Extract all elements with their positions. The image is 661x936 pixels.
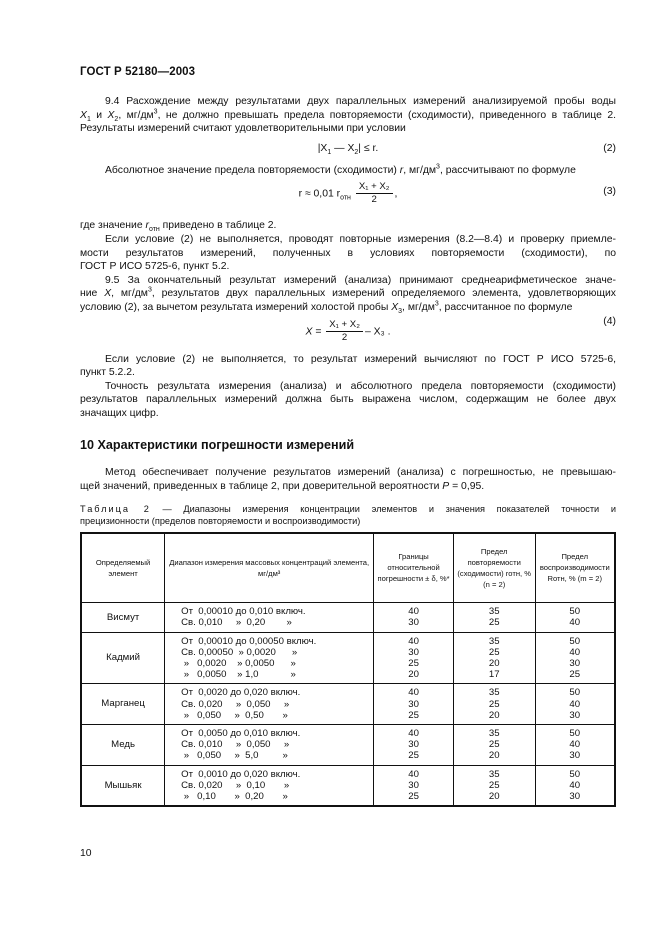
- standard-header: ГОСТ Р 52180—2003: [80, 66, 196, 78]
- range-line: Св. 0,00050 » 0,0020 »: [181, 646, 298, 658]
- cond-fail-l1: Если условие (2) не выполняется, проводят повторные измерения (8.2—8.4) и проверку приемле-: [105, 233, 616, 245]
- cell-delta: [374, 684, 454, 725]
- value-line: 25: [569, 669, 581, 681]
- cell-r: [453, 632, 535, 684]
- value-line: 30: [408, 617, 419, 629]
- s94-line3: Результаты измерений считают удовлетворительными при условии: [80, 123, 406, 135]
- value-line: 30: [408, 779, 419, 791]
- value-line: 40: [569, 698, 581, 710]
- s95-l2: ние X, $мг/дм^3$, результатов двух параллельных измерений определяемого элемента, удовлетворяющих: [80, 286, 616, 300]
- cell-element: Висмут: [81, 603, 165, 632]
- cond-fail2-l2: пункт 5.2.2.: [80, 367, 135, 379]
- cell-element: Марганец: [81, 684, 165, 725]
- where-text: где значение $r_{отн}$ приведено в таблице 2.: [80, 220, 277, 234]
- range-line: » 0,10 » 0,20 »: [181, 791, 288, 803]
- range-line: Св. 0,020 » 0,10 »: [181, 779, 290, 791]
- formula-2: $|X_1$ — $X_2| \le r$. (2): [317, 142, 616, 156]
- value-line: 20: [488, 709, 500, 721]
- cell-delta: [374, 765, 454, 806]
- section-10-title: 10 Характеристики погрешности измерений: [80, 437, 355, 452]
- value-line: 50: [569, 635, 581, 647]
- cell-range: [165, 725, 374, 766]
- th-delta: Границы относительной погрешности ± δ, %*: [374, 533, 454, 603]
- value-line: 30: [569, 658, 581, 669]
- formula-2-number: (2): [603, 142, 616, 154]
- value-line: 40: [408, 687, 419, 699]
- accuracy-l2: результатов параллельных измерений должна быть выражена числом, содержащим не более двух: [80, 394, 616, 406]
- value-line: 25: [488, 779, 500, 791]
- cell-r: [453, 725, 535, 766]
- value-line: 30: [408, 646, 419, 658]
- table-row: [81, 603, 615, 632]
- formula-3-number: (3): [603, 186, 616, 198]
- cond-fail-l3: ГОСТ Р ИСО 5725-6, пункт 5.2.: [80, 261, 230, 273]
- cell-r: [453, 765, 535, 806]
- value-line: 35: [488, 606, 500, 618]
- formula-4: X = $\frac{\text{X₁ + X₂}}{2}$ – X₃ . (4): [305, 315, 616, 343]
- value-line: 40: [569, 779, 581, 791]
- value-line: 40: [569, 617, 581, 629]
- s95-l3: условию (2), за вычетом результата измерений холостой пробы $X_3$, $мг/дм^3$, рассчитанное по формуле: [80, 300, 573, 316]
- formula-4-number: (4): [603, 315, 616, 327]
- cell-r: [453, 603, 535, 632]
- table-row: [81, 632, 615, 684]
- value-line: 25: [488, 646, 500, 658]
- range-line: » 0,0050 » 1,0 »: [181, 669, 296, 681]
- cell-element: Мышьяк: [81, 765, 165, 806]
- range-line: » 0,0020 » 0,0050 »: [181, 658, 296, 669]
- range-line: » 0,050 » 0,50 »: [181, 709, 288, 721]
- formula-3: r ≈ 0,01 $r_{отн}$ $\frac{\text{X₁ + X₂}}{2}$ , (3): [298, 181, 616, 206]
- s94-line1: 9.4 Расхождение между результатами двух параллельных измерений анализируемой пробы воды: [105, 96, 616, 107]
- value-line: 50: [569, 687, 581, 699]
- value-line: 50: [569, 606, 581, 618]
- s95-l1: 9.5 За окончательный результат измерений (анализа) принимают среднеарифметическое значе-: [105, 274, 616, 286]
- table-2-caption-2: прецизионности (пределов повторяемости и воспроизводимости): [80, 516, 361, 527]
- value-line: 17: [488, 669, 500, 681]
- range-line: От 0,00010 до 0,00050 включ.: [181, 635, 317, 647]
- cell-element: Медь: [81, 725, 165, 766]
- value-line: 30: [569, 709, 581, 721]
- cell-range: [165, 684, 374, 725]
- table-2: [80, 532, 616, 808]
- value-line: 30: [569, 750, 581, 762]
- value-line: 25: [408, 791, 419, 803]
- page-number: 10: [80, 848, 92, 859]
- accuracy-l3: значащих цифр.: [80, 407, 159, 419]
- table-row: [81, 684, 615, 725]
- table-row: [81, 765, 615, 806]
- value-line: 35: [488, 635, 500, 647]
- value-line: 35: [488, 768, 500, 780]
- th-element: Определяемый элемент: [81, 533, 165, 603]
- cond-fail2-l1: Если условие (2) не выполняется, то результат измерений вычисляют по ГОСТ Р ИСО 5725-6,: [105, 353, 616, 365]
- range-line: От 0,0020 до 0,020 включ.: [181, 687, 301, 699]
- range-line: От 0,00010 до 0,010 включ.: [181, 606, 306, 618]
- range-line: » 0,050 » 5,0 »: [181, 750, 288, 762]
- value-line: 30: [408, 698, 419, 710]
- cell-element: Кадмий: [81, 632, 165, 684]
- cell-R: [535, 765, 615, 806]
- value-line: 20: [488, 658, 500, 669]
- value-line: 40: [408, 635, 419, 647]
- value-line: 25: [488, 698, 500, 710]
- value-line: 30: [569, 791, 581, 803]
- cell-delta: [374, 603, 454, 632]
- value-line: 25: [408, 750, 419, 762]
- range-line: От 0,0050 до 0,010 включ.: [181, 728, 301, 740]
- value-line: 40: [569, 646, 581, 658]
- cell-r: [453, 684, 535, 725]
- value-line: 35: [488, 687, 500, 699]
- cell-delta: [374, 632, 454, 684]
- cond-fail-l2: мости результатов измерений, полученных в условиях повторяемости (сходимости), по: [80, 247, 616, 259]
- s94-line2: $X_1$ и $X_2$, $мг/дм^3$, не должно превышать предела повторяемости (сходимости), приведенного в таблице 2.: [80, 108, 616, 123]
- cell-R: [535, 603, 615, 632]
- value-line: 25: [488, 617, 500, 629]
- document-body: [80, 95, 616, 807]
- cell-R: [535, 684, 615, 725]
- section-10-p2: щей значений, приведенных в таблице 2, при доверительной вероятности P = 0,95.: [80, 480, 485, 492]
- cell-delta: [374, 725, 454, 766]
- cell-range: [165, 765, 374, 806]
- cell-R: [535, 725, 615, 766]
- value-line: 20: [488, 791, 500, 803]
- th-r: Предел повторяемости (сходимости) rотн, % (n = 2): [453, 533, 535, 603]
- value-line: 40: [408, 768, 419, 780]
- range-line: Св. 0,020 » 0,050 »: [181, 698, 290, 710]
- table-2-caption-1: Таблица 2 — Диапазоны измерения концентрации элементов и значения показателей точности и: [80, 504, 616, 515]
- cell-range: [165, 632, 374, 684]
- value-line: 30: [408, 739, 419, 751]
- value-line: 20: [408, 669, 419, 681]
- th-range: Диапазон измерения массовых концентраций элемента, мг/дм³: [165, 533, 374, 603]
- table-row: [81, 725, 615, 766]
- value-line: 50: [569, 768, 581, 780]
- range-line: Св. 0,010 » 0,050 »: [181, 739, 290, 751]
- th-R: Предел воспроизводимости Rотн, % (m = 2): [535, 533, 615, 603]
- value-line: 40: [408, 606, 419, 618]
- value-line: 20: [488, 750, 500, 762]
- accuracy-l1: Точность результата измерения (анализа) и абсолютного предела повторяемости (сходимости): [105, 380, 616, 392]
- abs-text: Абсолютное значение предела повторяемости (сходимости) r, $мг/дм^3$, рассчитывают по формуле: [105, 163, 576, 176]
- cell-range: [165, 603, 374, 632]
- value-line: 25: [408, 709, 419, 721]
- value-line: 25: [408, 658, 419, 669]
- value-line: 40: [569, 739, 581, 751]
- section-10-p1: Метод обеспечивает получение результатов измерений (анализа) с погрешностью, не превышаю-: [105, 467, 616, 479]
- value-line: 35: [488, 728, 500, 740]
- value-line: 40: [408, 728, 419, 740]
- value-line: 50: [569, 728, 581, 740]
- table-header-row: [81, 533, 615, 603]
- value-line: 25: [488, 739, 500, 751]
- cell-R: [535, 632, 615, 684]
- range-line: Св. 0,010 » 0,20 »: [181, 617, 292, 629]
- range-line: От 0,0010 до 0,020 включ.: [181, 768, 301, 780]
